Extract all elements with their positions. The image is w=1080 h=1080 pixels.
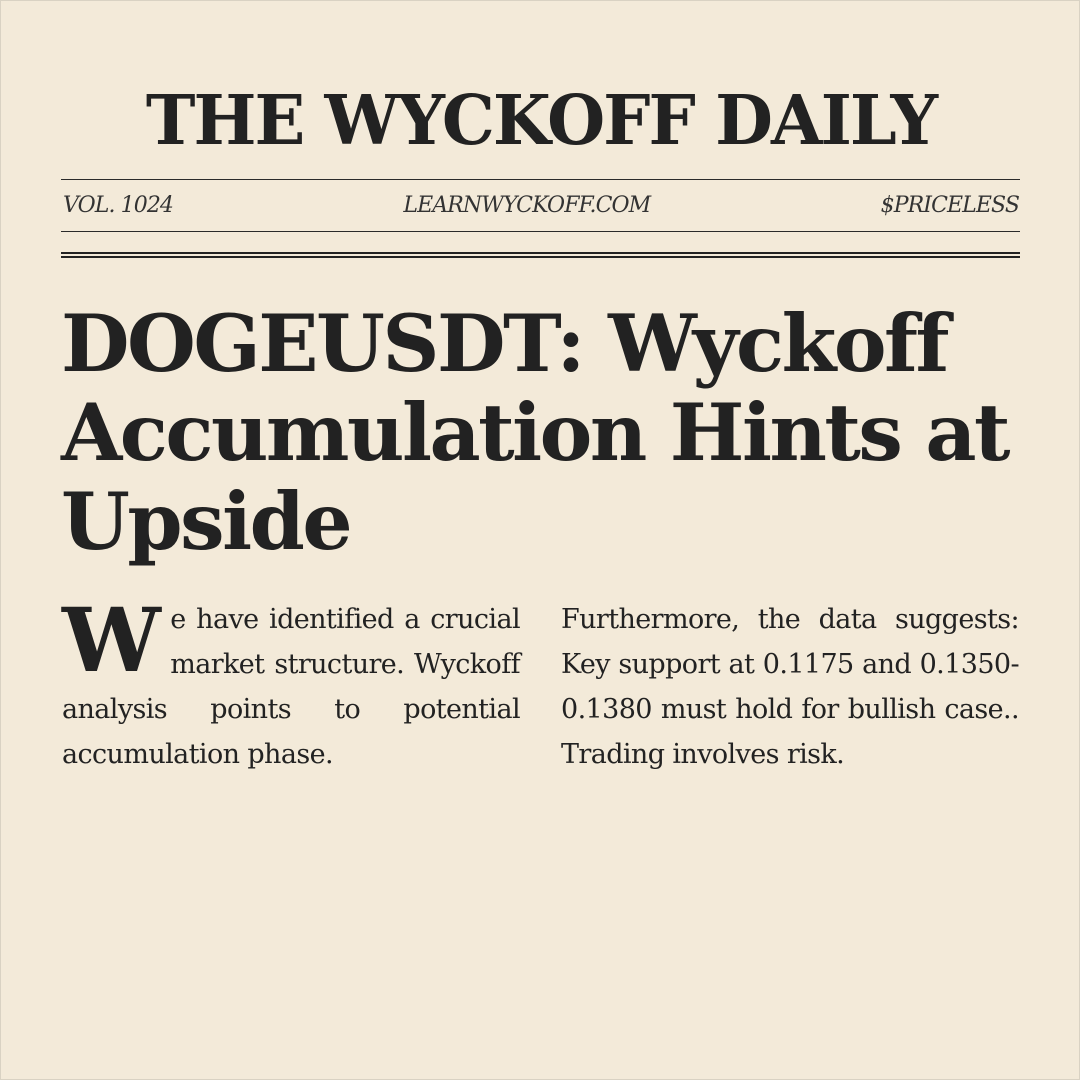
article-column-left bbox=[62, 588, 520, 777]
article-headline: DOGEUSDT: Wyckoff Accumulation Hints at Upside bbox=[61, 297, 1009, 568]
drop-cap: W bbox=[62, 588, 161, 692]
masthead-title: THE WYCKOFF DAILY bbox=[145, 81, 937, 161]
volume-label: VOL. 1024 bbox=[63, 193, 174, 218]
middle-rule bbox=[61, 231, 1020, 232]
left-column-text: e have identified a crucial market structure. Wyckoff analysis points to potential accumulation phase. bbox=[62, 604, 520, 770]
site-label: LEARNWYCKOFF.COM bbox=[403, 193, 651, 218]
price-label: $PRICELESS bbox=[880, 193, 1019, 218]
double-rule bbox=[61, 252, 1020, 258]
article-column-right bbox=[561, 597, 1019, 777]
masthead-info-bar bbox=[63, 180, 1019, 231]
right-column-text: Furthermore, the data suggests: Key support at 0.1175 and 0.1350-0.1380 must hold for bullish case.. Trading involves risk. bbox=[561, 604, 1019, 770]
